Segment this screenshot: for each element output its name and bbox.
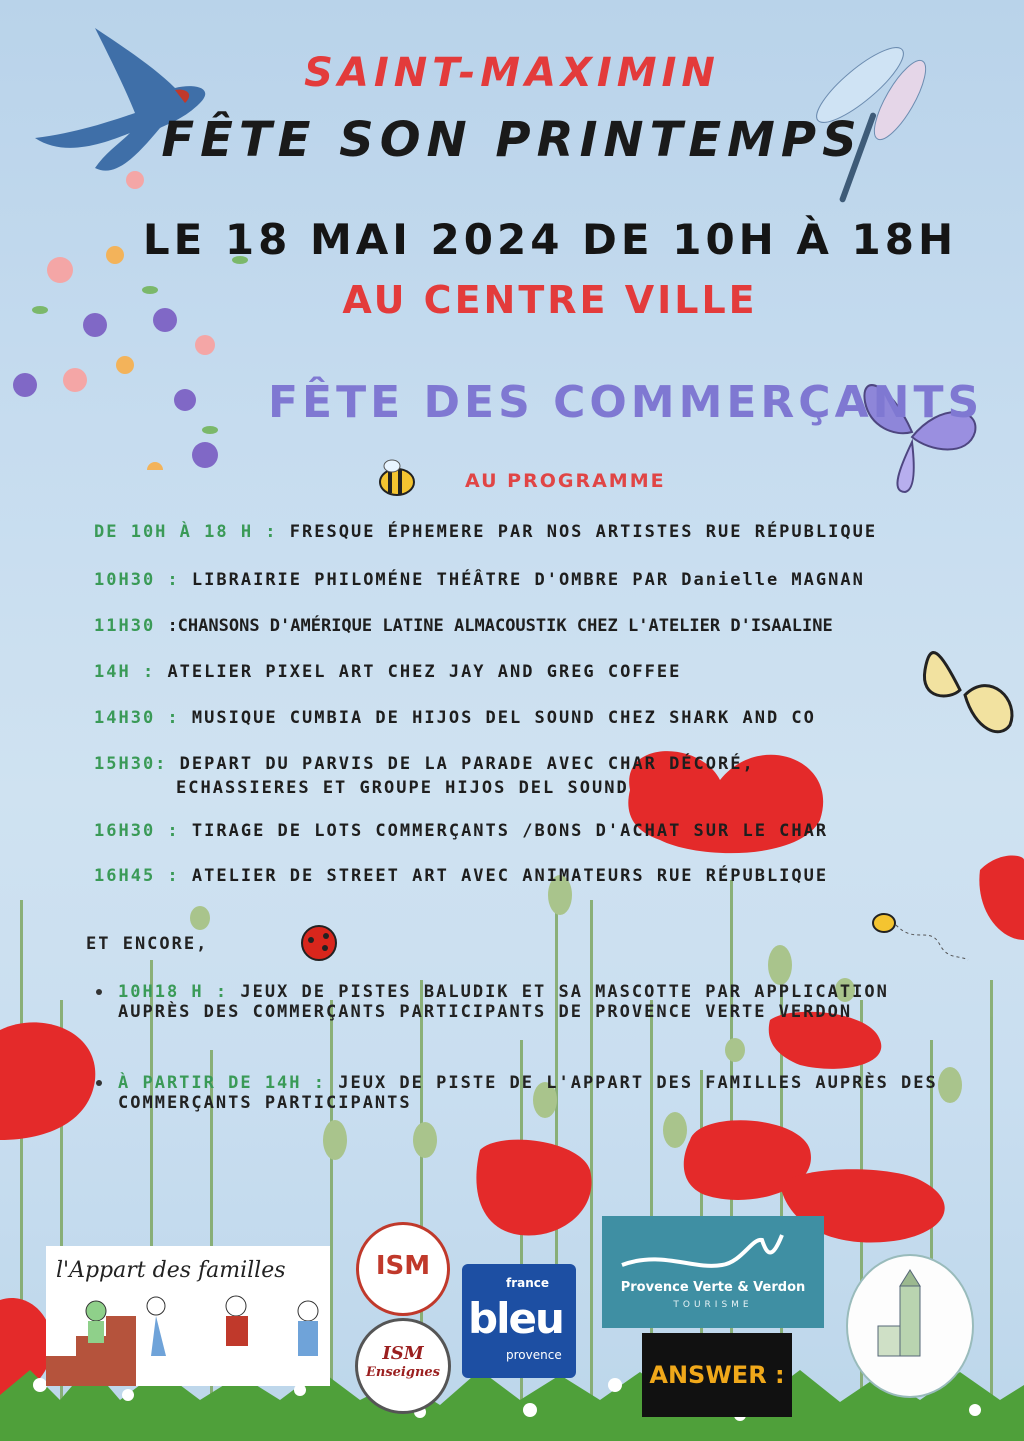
encore-desc: JEUX DE PISTES BALUDIK ET SA MASCOTTE PAR APPLICATION [240,982,889,1002]
schedule-desc: FRESQUE ÉPHEMERE PAR NOS ARTISTES RUE RÉPUBLIQUE [289,522,878,542]
event-date: LE 18 MAI 2024 DE 10H À 18H [142,215,958,264]
swallowtail-butterfly-icon [920,640,1020,750]
small-bee-icon [870,905,970,965]
event-name: FÊTE DES COMMERÇANTS [268,377,984,428]
france-bleu-logo-sub: provence [506,1348,562,1362]
bullet-icon [96,989,102,995]
bullet-icon [96,1080,102,1086]
schedule-desc: ATELIER DE STREET ART AVEC ANIMATEURS RUE RÉPUBLIQUE [191,866,829,886]
wave-icon [602,1230,824,1280]
encore-time: 10H18 H : [118,982,229,1002]
schedule-time: 15H30: [94,754,168,774]
ladybug-icon [296,918,342,964]
answer-logo-text: ANSWER : [649,1361,785,1389]
ism-logo [356,1222,450,1316]
answer-logo [642,1333,792,1417]
schedule-item [94,570,865,590]
schedule-time: 14H : [94,662,156,682]
schedule-item [94,616,833,636]
schedule-desc: :CHANSONS D'AMÉRIQUE LATINE ALMACOUSTIK CHEZ L'ATELIER D'ISAALINE [167,616,833,636]
ism-logo-text: ISM [375,1251,431,1281]
provence-verte-logo-text: Provence Verte & Verdon [620,1280,806,1295]
town-title: SAINT-MAXIMIN [304,50,720,96]
schedule-desc-continued: ECHASSIERES ET GROUPE HIJOS DEL SOUND [176,778,629,798]
event-subtitle: FÊTE SON PRINTEMPS [161,112,863,168]
schedule-time: 11H30 [94,616,156,636]
appart-logo-text: l'Appart des familles [56,1258,286,1283]
france-bleu-logo-text: bleu [468,1294,563,1343]
schedule-desc: LIBRAIRIE PHILOMÉNE THÉÂTRE D'OMBRE PAR Danielle MAGNAN [191,570,865,590]
france-bleu-logo-top: france [506,1276,550,1290]
association-seal-logo [846,1254,974,1398]
schedule-item [94,866,828,886]
programme-heading: AU PROGRAMME [465,470,666,492]
family-drawing-icon [46,1286,330,1386]
schedule-desc: DEPART DU PARVIS DE LA PARADE AVEC CHAR DÉCORÉ, [179,754,755,774]
schedule-time: 16H30 : [94,821,180,841]
encore-item [100,1073,938,1113]
france-bleu-logo [462,1264,576,1378]
schedule-desc: TIRAGE DE LOTS COMMERÇANTS /BONS D'ACHAT SUR LE CHAR [191,821,829,841]
encore-desc-continued: AUPRÈS DES COMMERÇANTS PARTICIPANTS DE PROVENCE VERTE VERDON [118,1002,853,1022]
schedule-item [94,662,681,682]
church-tower-icon [848,1256,972,1396]
provence-verte-verdon-logo [602,1216,824,1328]
event-location: AU CENTRE VILLE [342,278,758,322]
encore-time: À PARTIR DE 14H : [118,1073,326,1093]
encore-label: ET ENCORE, [86,934,209,954]
appart-des-familles-logo [46,1246,330,1386]
schedule-desc: ATELIER PIXEL ART CHEZ JAY AND GREG COFFEE [167,662,682,682]
schedule-time: DE 10H À 18 H : [94,522,278,542]
schedule-time: 14H30 : [94,708,180,728]
encore-desc-continued: COMMERÇANTS PARTICIPANTS [118,1093,412,1113]
ism-enseignes-logo-sub: Enseignes [365,1365,441,1380]
schedule-item [94,522,877,542]
schedule-item [94,754,755,798]
encore-item [100,982,889,1022]
encore-desc: JEUX DE PISTE DE L'APPART DES FAMILLES AUPRÈS DES [338,1073,938,1093]
schedule-desc: MUSIQUE CUMBIA DE HIJOS DEL SOUND CHEZ SHARK AND CO [191,708,816,728]
ism-enseignes-logo-text: ISM [382,1343,424,1364]
schedule-item [94,708,816,728]
ism-enseignes-logo [355,1318,451,1414]
bee-icon [374,455,420,501]
schedule-item [94,821,828,841]
schedule-time: 16H45 : [94,866,180,886]
schedule-time: 10H30 : [94,570,180,590]
provence-verte-logo-sub: TOURISME [673,1300,753,1310]
